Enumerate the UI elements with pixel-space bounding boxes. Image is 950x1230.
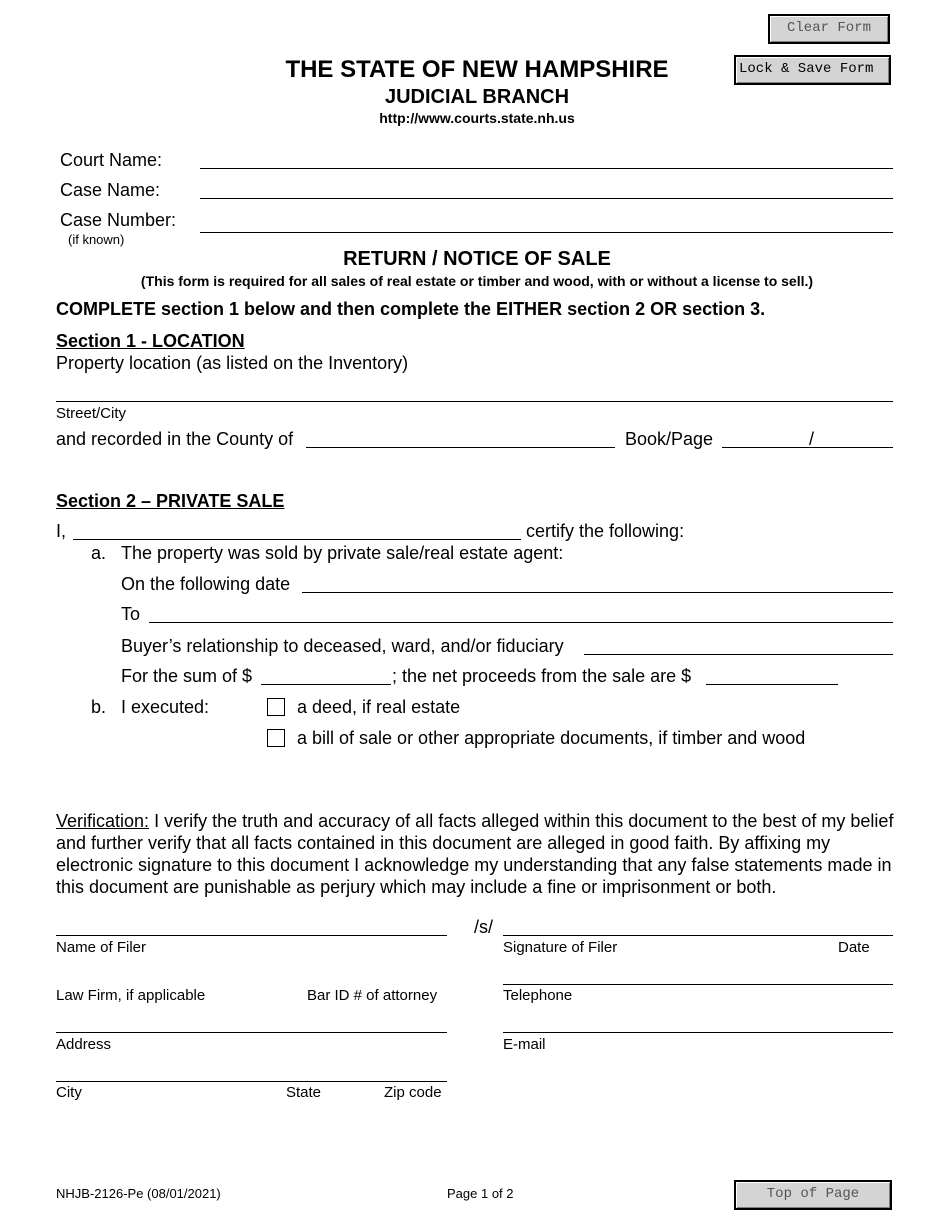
address-line: [56, 1032, 447, 1033]
verification-paragraph: [56, 810, 896, 898]
zip-label: Zip code: [384, 1084, 442, 1101]
court-name-label: Court Name:: [60, 150, 163, 170]
court-name-input[interactable]: [200, 146, 894, 168]
case-number-label: Case Number:: [60, 210, 177, 230]
net-proceeds-input[interactable]: [706, 662, 840, 684]
city-label: City: [56, 1084, 82, 1101]
branch-title: JUDICIAL BRANCH: [384, 86, 570, 108]
book-input[interactable]: [722, 425, 808, 447]
form-id: NHJB-2126-Pe (08/01/2021): [56, 1186, 221, 1201]
state-label: State: [286, 1084, 322, 1101]
email-input[interactable]: [503, 1010, 895, 1032]
clear-form-button[interactable]: Clear Form: [768, 14, 890, 44]
buyer-to-label: To: [121, 604, 141, 624]
verification-text: I verify the truth and accuracy of all facts alleged within this document to the best of my belief and further verify that all facts contained in this document are alleged in good faith. By affixing my electronic signature to this document I acknowledge my understanding that any false statements made in this document are punishable as perjury which may include a fine or imprisonment or both.: [56, 811, 894, 897]
certifier-name-line: [73, 539, 521, 540]
item-b-marker: b.: [91, 697, 107, 717]
bill-of-sale-option-label: a bill of sale or other appropriate documents, if timber and wood: [297, 728, 806, 748]
verification-label: Verification:: [56, 811, 150, 831]
deed-checkbox[interactable]: [267, 698, 285, 716]
date-label: Date: [838, 939, 870, 956]
if-known-note: (if known): [68, 232, 125, 247]
s-mark: /s/: [474, 917, 494, 937]
sum-line: [261, 684, 391, 685]
book-page-slash: /: [809, 429, 815, 449]
state-title: THE STATE OF NEW HAMPSHIRE: [285, 56, 669, 83]
filer-signature-input[interactable]: [503, 913, 895, 935]
case-name-line: [200, 198, 893, 199]
sum-label: For the sum of $: [121, 666, 253, 686]
address-input[interactable]: [56, 1010, 449, 1032]
relationship-input[interactable]: [584, 632, 895, 654]
signature-of-filer-label: Signature of Filer: [503, 939, 618, 956]
filer-signature-line: [503, 935, 893, 936]
page-number: Page 1 of 2: [447, 1186, 514, 1201]
recorded-county-label: and recorded in the County of: [56, 429, 294, 449]
email-label: E-mail: [503, 1036, 546, 1053]
certifier-name-input[interactable]: [73, 517, 523, 539]
bill-of-sale-checkbox[interactable]: [267, 729, 285, 747]
case-name-input[interactable]: [200, 176, 894, 198]
filer-name-input[interactable]: [56, 913, 449, 935]
telephone-label: Telephone: [503, 987, 573, 1004]
law-firm-label: Law Firm, if applicable: [56, 987, 206, 1004]
buyer-input[interactable]: [149, 600, 895, 622]
city-state-zip-input[interactable]: [56, 1059, 449, 1081]
section2-heading: Section 2 – PRIVATE SALE: [56, 491, 285, 511]
filer-name-line: [56, 935, 447, 936]
top-of-page-button[interactable]: Top of Page: [734, 1180, 892, 1210]
street-city-label: Street/City: [56, 405, 127, 422]
street-city-line: [56, 401, 893, 402]
county-line: [306, 447, 615, 448]
lock-save-form-button[interactable]: Lock & Save Form: [734, 55, 891, 85]
net-proceeds-line: [706, 684, 838, 685]
street-city-input[interactable]: [56, 379, 895, 401]
case-number-input[interactable]: [200, 210, 894, 232]
address-label: Address: [56, 1036, 112, 1053]
bar-id-label: Bar ID # of attorney: [307, 987, 438, 1004]
net-proceeds-label: ; the net proceeds from the sale are $: [392, 666, 692, 686]
name-of-filer-label: Name of Filer: [56, 939, 147, 956]
court-url: http://www.courts.state.nh.us: [379, 110, 575, 126]
book-page-label: Book/Page: [625, 429, 714, 449]
form-title: RETURN / NOTICE OF SALE: [343, 248, 611, 270]
i-label: I,: [56, 521, 67, 541]
relationship-label: Buyer’s relationship to deceased, ward, and/or fiduciary: [121, 636, 564, 656]
case-number-line: [200, 232, 893, 233]
case-name-label: Case Name:: [60, 180, 161, 200]
property-location-label: Property location (as listed on the Inventory): [56, 353, 409, 373]
instruction-text: COMPLETE section 1 below and then complete the EITHER section 2 OR section 3.: [56, 299, 766, 319]
executed-label: I executed:: [121, 697, 210, 717]
buyer-line: [149, 622, 893, 623]
book-page-line: [722, 447, 893, 448]
sum-input[interactable]: [261, 662, 393, 684]
city-line: [56, 1081, 447, 1082]
item-a-text: The property was sold by private sale/real estate agent:: [121, 543, 564, 563]
law-firm-input[interactable]: [56, 962, 449, 984]
page-input[interactable]: [822, 425, 894, 447]
email-line: [503, 1032, 893, 1033]
certify-label: certify the following:: [526, 521, 685, 541]
county-input[interactable]: [306, 425, 617, 447]
relationship-line: [584, 654, 893, 655]
telephone-line: [503, 984, 893, 985]
sale-date-input[interactable]: [302, 570, 895, 592]
telephone-input[interactable]: [503, 962, 895, 984]
item-a-marker: a.: [91, 543, 107, 563]
form-subtitle: (This form is required for all sales of real estate or timber and wood, with or without a license to sell.): [140, 273, 814, 289]
sale-date-label: On the following date: [121, 574, 291, 594]
court-name-line: [200, 168, 893, 169]
deed-option-label: a deed, if real estate: [297, 697, 461, 717]
sale-date-line: [302, 592, 893, 593]
section1-heading: Section 1 - LOCATION: [56, 331, 245, 351]
